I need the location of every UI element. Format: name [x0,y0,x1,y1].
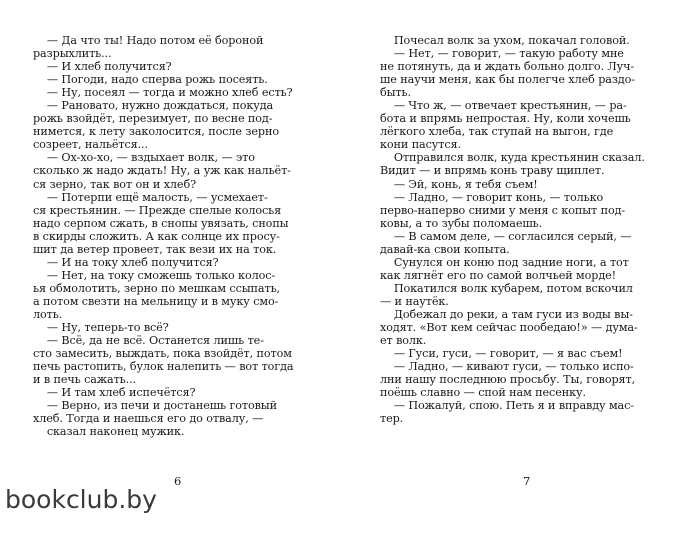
text-line: Видит — и впрямь конь траву щиплет. [380,164,605,178]
text-line: Почесал волк за ухом, покачал головой. [380,34,630,47]
text-line: ходят. «Вот кем сейчас пообедаю!» — дума- [380,321,638,335]
text-line: Добежал до реки, а там гуси из воды вы- [380,307,633,321]
text-line: — Ну, посеял — тогда и можно хлеб есть? [33,86,293,100]
text-line: тер. [380,412,404,426]
text-line: ковы, а то зубы поломаешь. [380,216,543,230]
watermark: bookclub.by [5,485,157,514]
text-line: — Эй, конь, я тебя съем! [380,177,538,191]
text-line: — И хлеб получится? [33,60,172,74]
text-line: разрыхлить... [33,47,112,61]
text-line: перво-наперво сними у меня с копыт под- [380,203,626,217]
page-number-right: 7 [523,474,531,488]
text-line: и в печь сажать... [33,373,137,387]
text-line: — И на току хлеб получится? [33,255,219,269]
text-line: сказал наконец мужик. [33,425,185,439]
text-line: не потянуть, да и ждать больно долго. Луч- [380,60,635,74]
text-line: — Да что ты! Надо потом её бороной [33,34,264,47]
text-line: Сунулся он коню под задние ноги, а тот [380,255,629,269]
text-line: рожь взойдёт, перезимует, по весне под- [33,112,273,126]
text-line: ше научи меня, как бы полегче хлеб раздо- [380,73,635,87]
text-line: — Ну, теперь-то всё? [33,321,169,335]
text-line: Покатился волк кубарем, потом вскочил [380,281,633,295]
text-line: — Гуси, гуси, — говорит, — я вас съем! [380,347,623,361]
text-line: ет волк. [380,334,427,348]
text-line: Отправился волк, куда крестьянин сказал. [380,151,645,165]
text-line: лни нашу последнюю просьбу. Ты, говорят, [380,373,636,387]
text-line: — Что ж, — отвечает крестьянин, — ра- [380,99,627,113]
text-line: — И там хлеб испечётся? [33,386,196,400]
text-line: — Погоди, надо сперва рожь посеять. [33,73,268,87]
text-line: — Нет, — говорит, — такую работу мне [380,47,624,61]
text-line: нимется, к лету заколосится, после зерно [33,125,279,139]
text-line: печь растопить, булок налепить — вот тогда [33,360,294,374]
text-line: — Верно, из печи и достанешь готовый [33,399,277,413]
text-line: — и наутёк. [380,294,449,308]
page-number-left: 6 [174,474,182,488]
text-line: в скирды сложить. А как солнце их просу- [33,229,280,243]
text-line: а потом свезти на мельницу и в муку смо- [33,294,279,308]
text-line: — Пожалуй, спою. Петь я и вправду мас- [380,399,634,413]
text-line: — Ох-хо-хо, — вздыхает волк, — это [33,151,255,165]
text-line: шит да ветер провеет, так вези их на ток. [33,242,277,256]
text-line: сколько ж надо ждать! Ну, а уж как нальёт- [33,164,291,178]
text-line: — Ладно, — говорит конь, — только [380,190,604,204]
text-line: — Рановато, нужно дождаться, покуда [33,99,274,113]
text-line: надо серпом сжать, в снопы увязать, снопы [33,216,289,230]
right-page [380,34,668,425]
text-line: — В самом деле, — согласился серый, — [380,229,632,243]
text-line: давай-ка свои копыта. [380,242,510,256]
text-line: быть. [380,86,411,100]
left-page [33,34,323,438]
text-line: как лягнёт его по самой волчьей морде! [380,268,617,282]
text-line: — Ладно, — кивают гуси, — только испо- [380,360,634,374]
text-line: лёгкого хлеба, так ступай на выгон, где [380,125,614,139]
text-line: бота и впрямь непростая. Ну, коли хочешь [380,112,631,126]
text-line: поёшь славно — спой нам песенку. [380,386,586,400]
text-line: ья обмолотить, зерно по мешкам ссыпать, [33,281,281,295]
text-line: сто замесить, выждать, пока взойдёт, потом [33,347,292,361]
text-line: — Потерпи ещё малость, — усмехает- [33,190,268,204]
text-line: ся зерно, так вот он и хлеб? [33,177,196,191]
text-line: лоть. [33,307,63,321]
text-line: созреет, нальётся... [33,138,148,152]
text-line: хлеб. Тогда и наешься его до отвалу, — [33,412,264,426]
text-line: — Нет, на току сможешь только колос- [33,268,276,282]
text-line: кони пасутся. [380,138,461,152]
text-line: — Всё, да не всё. Останется лишь те- [33,334,264,348]
text-line: ся крестьянин. — Прежде спелые колосья [33,203,282,217]
